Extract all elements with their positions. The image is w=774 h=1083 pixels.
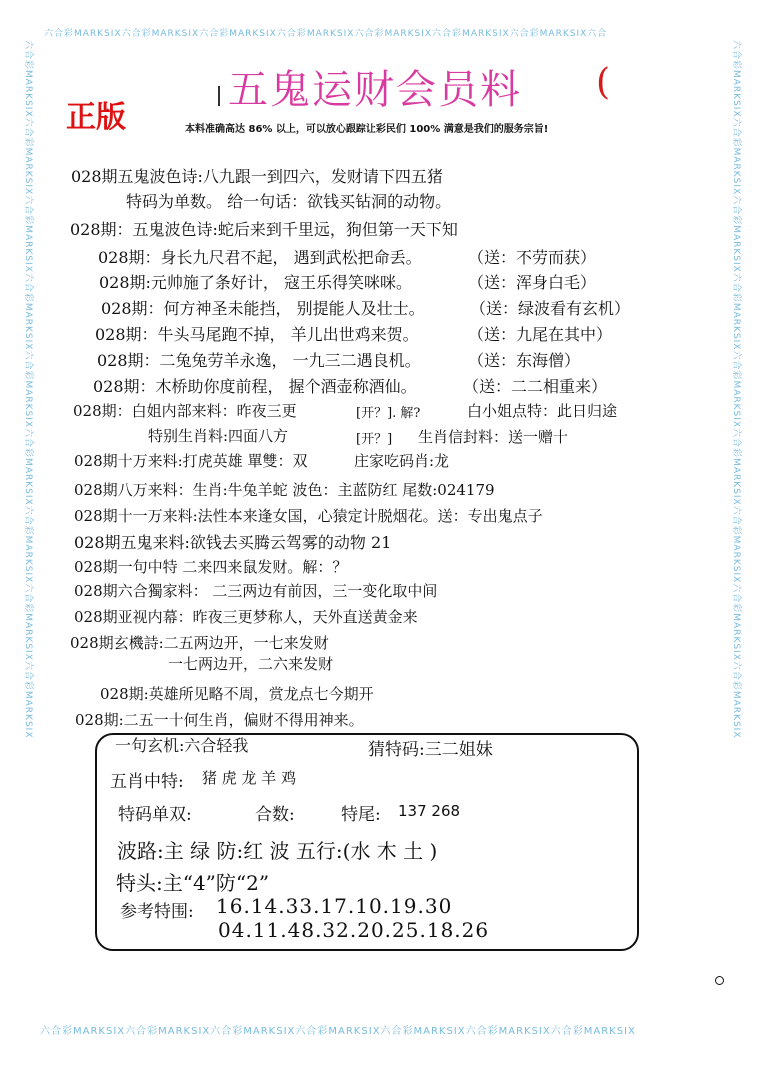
cankao-row-1: 16.14.33.17.10.19.30 xyxy=(216,894,453,918)
content-line: 白小姐点特：此日归途 xyxy=(467,402,618,420)
watermark-top: 六合彩MARKSIX六合彩MARKSIX六合彩MARKSIX六合彩MARKSIX六合彩MARKSIX六合彩MARKSIX六合彩MARKSIX六合 xyxy=(44,29,608,39)
content-line: 特别生肖料:四面八方 xyxy=(148,427,289,445)
content-line: 028期玄機詩:二五两边开，一七来发财 xyxy=(70,634,329,652)
tetou-line: 特头:主“4”防“2” xyxy=(116,871,270,895)
tewei-value: 137 268 xyxy=(398,802,461,820)
content-line: [开？]. 解? xyxy=(356,406,421,421)
page-dot xyxy=(715,976,724,985)
gift-note: （送：不劳而获） xyxy=(468,248,597,267)
content-line: 特码为单数。 给一句话：欲钱买钻洞的动物。 xyxy=(126,192,452,211)
content-line: 028期:英雄所见略不周，赏龙点七今期开 xyxy=(100,685,374,703)
content-line: 028期十万来料:打虎英雄 單雙：双 xyxy=(74,452,308,470)
cankao-row-2: 04.11.48.32.20.25.18.26 xyxy=(218,918,490,942)
gift-note: （送：绿波看有玄机） xyxy=(470,299,631,318)
watermark-left: 六合彩MARKSIX六合彩MARKSIX六合彩MARKSIX六合彩MARKSIX六合彩MARKSIX六合彩MARKSIX六合彩MARKSIX六合彩MARKSIX六合彩MARKSIX xyxy=(23,40,33,739)
content-line: 028期五鬼波色诗:八九跟一到四六，发财请下四五猪 xyxy=(71,167,443,186)
gift-note: （送：二二相重来） xyxy=(463,377,608,396)
wuxiao-value: 猪 虎 龙 羊 鸡 xyxy=(202,769,297,787)
title-divider xyxy=(218,86,220,106)
content-line: 028期：身长九尺君不起， 遇到武松把命丢。 xyxy=(98,248,422,267)
heshu-label: 合数: xyxy=(255,805,295,825)
gift-note: （送：东海僧） xyxy=(468,351,581,370)
content-line: [开？] xyxy=(356,432,393,447)
content-line: 028期一句中特 二来四来鼠发财。解：？ xyxy=(74,558,348,576)
content-line: 028期：何方神圣未能挡， 别提能人及壮士。 xyxy=(101,299,425,318)
watermark-right: 六合彩MARKSIX六合彩MARKSIX六合彩MARKSIX六合彩MARKSIX六合彩MARKSIX六合彩MARKSIX六合彩MARKSIX六合彩MARKSIX六合彩MARKSIX xyxy=(731,40,741,739)
danshuang-label: 特码单双: xyxy=(118,805,192,825)
content-line: 028期：二兔兔劳羊永逸， 一九三二遇良机。 xyxy=(97,351,421,370)
title-paren: ( xyxy=(596,62,611,103)
tewei-label: 特尾: xyxy=(341,805,381,825)
page-title: 五鬼运财会员料 xyxy=(228,67,522,113)
content-line: 028期：木桥助你度前程， 握个酒壶称酒仙。 xyxy=(93,377,417,396)
cankao-label: 参考特围: xyxy=(120,902,194,922)
wuxiao-label: 五肖中特: xyxy=(110,772,184,792)
xuanji-line: 一句玄机:六合轻我 xyxy=(115,736,249,755)
gift-note: （送：九尾在其中） xyxy=(468,325,613,344)
content-line: 028期十一万来料:法性本来逢女国，心猿定计脱烟花。送：专出鬼点子 xyxy=(74,507,543,525)
bolu-line: 波路:主 绿 防:红 波 五行:(水 木 土 ) xyxy=(117,839,438,863)
content-line: 028期:二五一十何生肖，偏财不得用神来。 xyxy=(75,711,364,729)
content-line: 028期六合獨家料： 二三两边有前因，三一变化取中间 xyxy=(74,582,438,600)
content-line: 028期亚视内幕：昨夜三更梦称人，天外直送黄金来 xyxy=(74,608,418,626)
guess-line: 猜特码:三二姐妹 xyxy=(368,740,493,760)
content-line: 028期五鬼来料:欲钱去买腾云驾雾的动物 21 xyxy=(74,533,392,552)
content-line: 生肖信封料：送一赠十 xyxy=(418,428,569,446)
page-subtitle: 本料准确高达 86% 以上，可以放心跟踪让彩民们 100% 满意是我们的服务宗旨! xyxy=(185,124,549,135)
content-line: 028期：五鬼波色诗:蛇后来到千里远，狗但第一天下知 xyxy=(70,220,458,239)
authentic-badge: 正版 xyxy=(66,100,126,135)
content-line: 028期：牛头马尾跑不掉， 羊儿出世鸡来贺。 xyxy=(95,325,419,344)
content-line: 庄家吃码肖:龙 xyxy=(354,452,450,470)
content-line: 028期八万来料：生肖:牛兔羊蛇 波色：主蓝防红 尾数:024179 xyxy=(74,481,495,499)
content-line: 028期:元帅施了条好计， 寇王乐得笑咪咪。 xyxy=(99,273,413,292)
content-line: 一七两边开，二六来发财 xyxy=(168,655,334,673)
gift-note: （送：浑身白毛） xyxy=(468,273,597,292)
content-line: 028期：白姐内部来料：昨夜三更 xyxy=(73,402,297,420)
watermark-bottom: 六合彩MARKSIX六合彩MARKSIX六合彩MARKSIX六合彩MARKSIX六合彩MARKSIX六合彩MARKSIX六合彩MARKSIX xyxy=(40,1026,636,1037)
